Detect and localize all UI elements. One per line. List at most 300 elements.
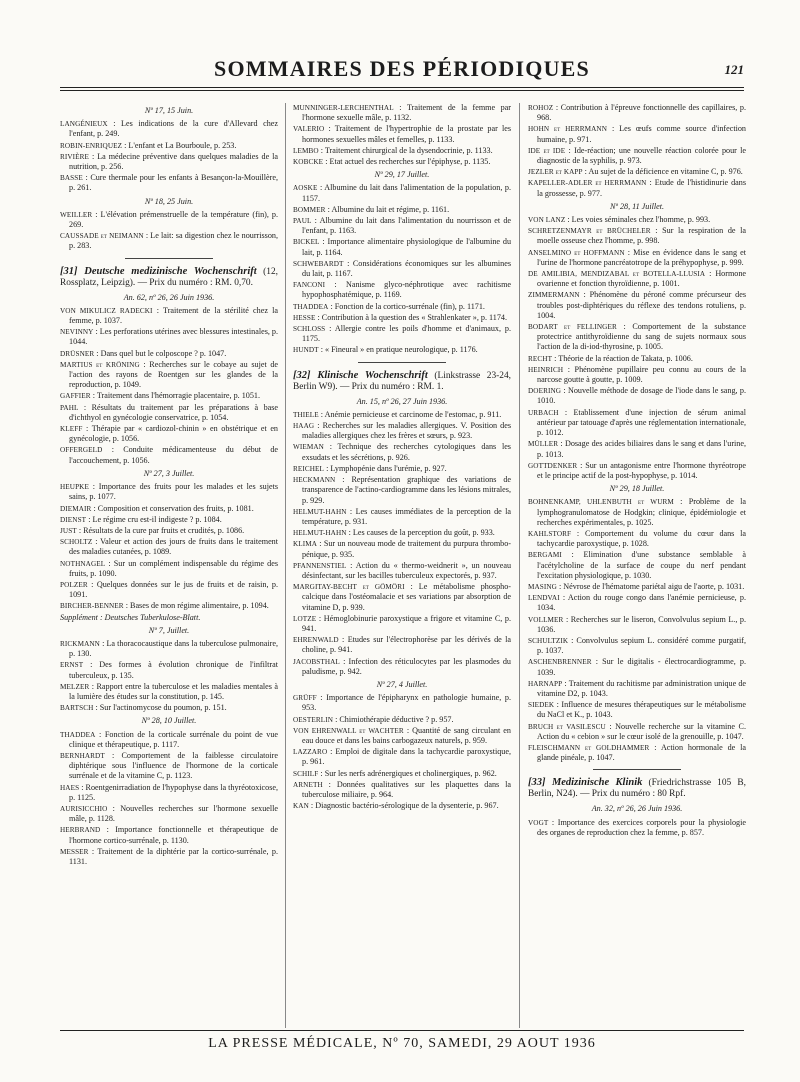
article-entry: LAZZARO : Emploi de digitale dans la tachycardie paroxystique, p. 961.: [293, 747, 511, 767]
article-entry: WEILLER : L'élévation prémenstruelle de la température (fin), p. 269.: [60, 209, 278, 230]
page-header: [60, 56, 744, 86]
article-title: Allergie contre les poils d'homme et d'animaux, p. 1175.: [302, 324, 511, 344]
header-rule-thin: [60, 90, 744, 91]
article-title: Comportement de la substance protectrice antithyroïdienne du sang de sujets normaux sous l'action de la di-iod-thyrosine, p. 1005.: [537, 322, 746, 352]
article-title: Traitement de la femme par l'hormone sexuelle mâle, p. 1132.: [302, 103, 511, 123]
article-entry: HERBRAND : Importance fonctionnelle et thérapeutique de l'hormone cortico-surrénale, p. 1130.: [60, 825, 278, 845]
supplement-heading: Supplément : Deutsches Tuberkulose-Blatt.: [60, 612, 201, 622]
article-author: URBACH: [528, 408, 559, 417]
article-title: Comportement de la faiblesse circulatoire diphtérique sous l'influence de l'hormone de la corticale surrénale et de la vitamine C, p. 1123.: [69, 750, 278, 781]
article-author: VON MIKULICZ RADECKI: [60, 306, 153, 315]
article-title: L'élévation prémenstruelle de la température (fin), p. 269.: [69, 209, 278, 230]
article-author: SIEDEK: [528, 701, 555, 710]
article-title: Action hormonale de la glande pinéale, p. 1047.: [537, 742, 746, 763]
article-author: BERNHARDT: [60, 751, 105, 760]
article-author: SCHWEBARDT: [293, 259, 344, 268]
article-author: WIEMAN: [293, 443, 324, 452]
article-entry: CAUSSADE et NEIMANN : Le lait: sa digestion chez le nourrisson, p. 283.: [60, 231, 278, 251]
article-author: MESSER: [60, 847, 89, 856]
article-title: Traitement chirurgical de la dysendocrinie, p. 1133.: [324, 145, 493, 155]
article-title: Fonction de la corticale surrénale du point de vue clinique et thérapeutique, p. 1117.: [69, 729, 278, 749]
article-entry: VON MIKULICZ RADECKI : Traitement de la stérilité chez la femme, p. 1037.: [60, 305, 278, 326]
article-title: Rapport entre la tuberculose et les maladies mentales à la lumière des études sur la constitution, p. 145.: [69, 681, 278, 701]
article-entry: OESTERLIN : Chimiothérapie déductive ? p. 957.: [293, 714, 454, 724]
issue-heading: Nº 27, 4 Juillet.: [376, 679, 428, 689]
journal-info: (Friedrichstrasse 105 B, Berlin, N24). — Prix du numéro : 80 Rpf.: [528, 778, 746, 800]
article-title: Nouvelles recherches sur l'hormone sexuelle mâle, p. 1128.: [69, 803, 278, 824]
article-author: KLIMA: [293, 540, 318, 549]
article-author: OESTERLIN: [293, 715, 334, 724]
article-author: THIELE: [293, 410, 319, 419]
article-author: KAHLSTORF: [528, 529, 572, 538]
article-author: NEVINNY: [60, 328, 94, 337]
article-entry: ASCHENBRENNER : Sur le digitalis - électrocardiogramme, p. 1039.: [528, 657, 746, 677]
article-entry: REICHEL : Lymphopénie dans l'urémie, p. 927.: [293, 463, 447, 473]
article-author: DE AMILIBIA, MENDIZABAL et BOTELLA-LLUSIA: [528, 270, 706, 279]
article-title: Sur l'actinomycose du poumon, p. 151.: [99, 703, 227, 713]
article-author: REICHEL: [293, 464, 325, 473]
article-author: JEZLER et KAPP: [528, 168, 583, 177]
article-title: Le lait: sa digestion chez le nourrisson, p. 283.: [69, 231, 278, 251]
article-entry: MARGITAY-BECHT et GÖMÖRI : Le métabolisme phospho-calcique dans l'ostéomalacie et ses variations par absorption de vitamine D, p. 939.: [293, 582, 511, 612]
article-author: BERGAMI: [528, 551, 562, 560]
article-title: Dosage des acides biliaires dans le sang et dans l'urine, p. 1013.: [537, 439, 746, 459]
article-title: Anémie pernicieuse et carcinome de l'estomac, p. 911.: [324, 409, 502, 419]
column-1: [60, 103, 278, 1029]
issue-heading: Nº 27, 3 Juillet.: [143, 468, 195, 478]
article-author: PFANNENSTIEL: [293, 561, 347, 570]
article-author: HAAG: [293, 422, 315, 431]
article-title: Considérations économiques sur les albumines du lait, p. 1167.: [302, 258, 511, 279]
article-title: Elimination d'une substance semblable à l'acétylcholine de la surface de coupe du nerf pendant l'excitation physiologique, p. 1030.: [537, 550, 746, 580]
article-author: ERNST: [60, 661, 84, 670]
article-entry: MÜLLER : Dosage des acides biliaires dans le sang et dans l'urine, p. 1013.: [528, 439, 746, 459]
article-entry: ZIMMERMANN : Phénomène du péroné comme précurseur des troubles post-diphtériques du réflexe des tendons rotuliens, p. 1004.: [528, 290, 746, 320]
article-entry: PAHL : Résultats du traitement par les préparations à base d'ichthyol en gynécologie conservatrice, p. 1054.: [60, 402, 278, 422]
article-author: ZIMMERMANN: [528, 291, 580, 300]
article-title: Albumine du lait dans l'alimentation du nourrisson et de l'enfant, p. 1163.: [302, 216, 511, 236]
article-entry: NOTHNAGEL : Sur un complément indispensable du régime des fruits, p. 1090.: [60, 558, 278, 578]
article-author: MARGITAY-BECHT et GÖMÖRI: [293, 583, 405, 592]
issue-heading: Nº 28, 10 Juillet.: [141, 716, 197, 726]
article-entry: VON EHRENWALL et WACHTER : Quantité de sang circulant en eau douce et dans les bains carbogazeux naturels, p. 959.: [293, 725, 511, 745]
article-entry: PAUL : Albumine du lait dans l'alimentation du nourrisson et de l'enfant, p. 1163.: [293, 216, 511, 236]
article-entry: HEINRICH : Phénomène pupillaire peu connu au cours de la narcose goutte à goutte, p. 1009.: [528, 364, 746, 385]
article-author: HOHN et HERRMANN: [528, 125, 608, 134]
article-author: HEUPKE: [60, 483, 89, 492]
article-author: SCHULTZIK: [528, 636, 569, 645]
article-entry: IDE et IDE : Ide-réaction; une nouvelle réaction colorée pour le diagnostic de la syphilis, p. 973.: [528, 145, 746, 166]
article-entry: GRÜFF : Importance de l'épipharynx en pathologie humaine, p. 953.: [293, 693, 511, 713]
article-author: KLEFF: [60, 425, 83, 434]
article-entry: LEMBO : Traitement chirurgical de la dysendocrinie, p. 1133.: [293, 145, 493, 155]
article-author: NOTHNAGEL: [60, 559, 106, 568]
article-entry: GOTTDENKER : Sur un antagonisme entre l'hormone thyréotrope et le principe actif de la post-hypophyse, p. 1014.: [528, 460, 746, 480]
article-entry: SIEDEK : Influence de mesures thérapeutiques sur le métabolisme du NaCl et K., p. 1043.: [528, 700, 746, 720]
article-author: KAPELLER-ADLER et HERRMANN: [528, 179, 647, 188]
article-author: GAFFIER: [60, 392, 91, 401]
article-title: Quelques données sur le jus de fruits et de raisin, p. 1091.: [69, 579, 278, 600]
issue-heading: Nº 17, 15 Juin.: [144, 106, 194, 115]
article-entry: LENDVAI : Action du rouge congo dans l'anémie pernicieuse, p. 1034.: [528, 593, 746, 613]
article-author: VALERIO: [293, 125, 325, 134]
journal-name: Medizinische Klinik: [551, 777, 643, 789]
article-author: OFFERGELD: [60, 446, 103, 455]
article-entry: KLEFF : Thérapie par « cardiozol-chinin » en obstétrique et en gynécologie, p. 1056.: [60, 424, 278, 444]
article-title: L'enfant et La Bourboule, p. 253.: [128, 140, 237, 150]
article-title: Des formes à évolution chronique de l'infiltrat tuberculeux, p. 135.: [69, 660, 278, 680]
article-author: HELMUT-HAHN: [293, 507, 347, 516]
article-author: WEILLER: [60, 210, 93, 219]
article-title: Traitement de la stérilité chez la femme, p. 1037.: [69, 305, 278, 326]
article-author: HARNAPP: [528, 679, 563, 688]
article-title: Hormone ovarienne et fonction thyroïdienne, p. 1001.: [537, 269, 746, 289]
column-2: [293, 103, 511, 1029]
article-entry: KOBCKE : Etat actuel des recherches sur l'épiphyse, p. 1135.: [293, 157, 491, 167]
article-title: Sur un antagonisme entre l'hormone thyréotrope et le principe actif de la post-hypophyse, p. 1014.: [537, 460, 746, 480]
article-entry: MELZER : Rapport entre la tuberculose et les maladies mentales à la lumière des études sur la constitution, p. 145.: [60, 681, 278, 701]
article-title: Convolvulus sepium L. considéré comme purgatif, p. 1037.: [537, 635, 746, 656]
journal-number: [33]: [528, 777, 546, 789]
article-title: Problème de la lymphogranulomatose de Hodgkin; clinique, épidémiologie et recherches expérimentales, p. 1025.: [537, 497, 746, 527]
article-entry: HELMUT-HAHN : Les causes immédiates de la perception de la température, p. 931.: [293, 506, 511, 526]
article-author: LANGÉNIEUX: [60, 120, 108, 129]
article-entry: ARNETH : Données qualitatives sur les plaquettes dans la tuberculose miliaire, p. 964.: [293, 779, 511, 799]
article-entry: GAFFIER : Traitement dans l'hémorragie placentaire, p. 1051.: [60, 391, 261, 401]
article-author: SCHOLTZ: [60, 538, 93, 547]
article-title: Diagnostic bactério-sérologique de la dysenterie, p. 967.: [315, 801, 499, 811]
article-author: PAUL: [293, 217, 312, 226]
article-entry: DRÜSNER : Dans quel but le colposcope ? p. 1047.: [60, 348, 227, 358]
journal-info: (12, Rossplatz, Leipzig). — Prix du numéro : RM. 0,70.: [60, 266, 278, 288]
article-entry: BERNHARDT : Comportement de la faiblesse circulatoire diphtérique sous l'influence de l'hormone de la corticale surrénale et de la vitamine C, p. 1123.: [60, 750, 278, 781]
article-author: BIRCHER-BENNER: [60, 602, 124, 611]
article-entry: VALERIO : Traitement de l'hypertrophie de la prostate par les hormones sexuelles mâles et femelles, p. 1133.: [293, 124, 511, 144]
article-author: BARTSCH: [60, 704, 94, 713]
article-entry: KAPELLER-ADLER et HERRMANN : Etude de l'histidinurie dans la grossesse, p. 977.: [528, 178, 746, 198]
article-author: SCHILF: [293, 769, 319, 778]
article-entry: POLZER : Quelques données sur le jus de fruits et de raisin, p. 1091.: [60, 579, 278, 600]
article-title: Traitement de l'hypertrophie de la prostate par les hormones sexuelles mâles et femelles, p. 1133.: [302, 124, 511, 144]
article-entry: ANSELMINO et HOFFMANN : Mise en évidence dans le sang et l'urine de l'hormone pancréatotrope de la préhypophyse, p. 999.: [528, 247, 746, 267]
journal-heading: [293, 370, 511, 393]
article-entry: JEZLER et KAPP : Au sujet de la déficience en vitamine C, p. 976.: [528, 167, 743, 177]
article-title: Lymphopénie dans l'urémie, p. 927.: [330, 463, 447, 473]
journal-info: (Linkstrasse 23-24, Berlin W9). — Prix du numéro : RM. 1.: [293, 370, 511, 392]
article-entry: HUNDT : « Fineural » en pratique neurologique, p. 1176.: [293, 345, 478, 355]
issue-heading: An. 15, nº 26, 27 Juin 1936.: [356, 396, 448, 406]
article-entry: HECKMANN : Représentation graphique des variations de transparence de l'actino-cardiogramme dans les lésions mitrales, p. 929.: [293, 475, 511, 505]
article-title: Chimiothérapie déductive ? p. 957.: [339, 714, 454, 724]
article-entry: FLEISCHMANN et GOLDHAMMER : Action hormonale de la glande pinéale, p. 1047.: [528, 742, 746, 763]
article-author: LOTZE: [293, 614, 317, 623]
article-title: Recherches sur le cobaye au sujet de l'action des rayons de Roentgen sur les glandes de la reproduction, p. 1049.: [69, 359, 278, 390]
article-author: VON LANZ: [528, 216, 566, 225]
article-entry: DIEMAIR : Composition et conservation des fruits, p. 1081.: [60, 503, 254, 513]
article-title: Etudes sur l'électrophorèse par les dérivés de la choline, p. 941.: [302, 635, 511, 655]
article-author: VOGT: [528, 818, 549, 827]
article-title: Roentgenirradiation de l'hypophyse dans la thyréotoxicose, p. 1125.: [69, 782, 278, 802]
issue-heading: An. 62, nº 26, 26 Juin 1936.: [123, 292, 215, 302]
article-entry: JACOBSTHAL : Infection des réticulocytes par les plasmodes du paludisme, p. 942.: [293, 656, 511, 676]
article-author: ASCHENBRENNER: [528, 658, 592, 667]
article-entry: MARTIUS et KRÖNING : Recherches sur le cobaye au sujet de l'action des rayons de Roentgen sur les glandes de la reproduction, p. 1049.: [60, 359, 278, 390]
article-author: HECKMANN: [293, 476, 336, 485]
article-author: FLEISCHMANN et GOLDHAMMER: [528, 743, 650, 752]
article-title: Composition et conservation des fruits, p. 1081.: [97, 503, 254, 513]
article-author: LEMBO: [293, 146, 319, 155]
article-entry: LOTZE : Hémoglobinurie paroxystique a frigore et vitamine C, p. 941.: [293, 613, 511, 633]
article-author: FANCONI: [293, 281, 326, 290]
article-entry: KLIMA : Sur un nouveau mode de traitement du purpura thrombo-pénique, p. 935.: [293, 539, 511, 559]
article-author: THADDEA: [293, 302, 329, 311]
article-author: MÜLLER: [528, 440, 559, 449]
section-divider: [125, 258, 212, 259]
article-title: Sur un nouveau mode de traitement du purpura thrombo-pénique, p. 935.: [302, 539, 511, 559]
article-author: DRÜSNER: [60, 349, 95, 358]
article-author: SCHLOSS: [293, 325, 326, 334]
article-author: IDE et IDE: [528, 146, 566, 155]
article-author: GOTTDENKER: [528, 461, 578, 470]
article-author: HELMUT-HAHN: [293, 529, 347, 538]
article-author: LAZZARO: [293, 748, 328, 757]
article-entry: DE AMILIBIA, MENDIZABAL et BOTELLA-LLUSIA : Hormone ovarienne et fonction thyroïdienne, p. 1001.: [528, 269, 746, 289]
article-entry: SCHLOSS : Allergie contre les poils d'homme et d'animaux, p. 1175.: [293, 324, 511, 344]
article-title: Contribution à l'épreuve fonctionnelle des capillaires, p. 968.: [537, 103, 746, 123]
article-author: BRUCH et VASILESCU: [528, 722, 606, 731]
article-author: EHRENWALD: [293, 636, 339, 645]
column-divider: [519, 103, 520, 1028]
article-title: Ide-réaction; une nouvelle réaction colorée pour le diagnostic de la syphilis, p. 973.: [537, 145, 746, 166]
article-title: Comportement du volume du cœur dans la tachycardie paroxystique, p. 1028.: [537, 528, 746, 549]
article-entry: SCHRETZENMAYR et BRÜCHELER : Sur la respiration de la moelle osseuse chez l'homme, p. 998.: [528, 226, 746, 246]
article-title: Phénomène du péroné comme précurseur des troubles post-diphtériques du réflexe des tendons rotuliens, p. 1004.: [537, 290, 746, 320]
article-title: Valeur et action des jours de fruits dans le traitement des maladies cutanées, p. 1089.: [69, 537, 278, 557]
issue-heading: An. 32, nº 26, 26 Juin 1936.: [591, 804, 683, 814]
header-rule: [60, 87, 744, 88]
article-title: Recherches sur les maladies allergiques. V. Position des maladies allergiques chez les frères et sœurs, p. 923.: [302, 421, 511, 441]
article-entry: RIVIÈRE : La médecine préventive dans quelques maladies de la nutrition, p. 256.: [60, 151, 278, 172]
article-title: Contribution à la question des « Strahlenkater », p. 1174.: [321, 312, 507, 322]
article-title: Traitement dans l'hémorragie placentaire, p. 1051.: [96, 391, 261, 401]
article-title: Sur un complément indispensable du régime des fruits, p. 1090.: [69, 558, 278, 578]
article-entry: KAHLSTORF : Comportement du volume du cœur dans la tachycardie paroxystique, p. 1028.: [528, 528, 746, 549]
footer-rule: [60, 1030, 744, 1031]
article-author: HERBRAND: [60, 826, 101, 835]
article-author: PAHL: [60, 403, 79, 412]
article-entry: AOSKE : Albumine du lait dans l'alimentation de la population, p. 1157.: [293, 183, 511, 203]
article-title: Etude de l'histidinurie dans la grossesse, p. 977.: [537, 178, 746, 198]
article-entry: SCHWEBARDT : Considérations économiques sur les albumines du lait, p. 1167.: [293, 258, 511, 279]
article-author: RIVIÈRE: [60, 152, 90, 161]
article-entry: HOHN et HERRMANN : Les œufs comme source d'infection humaine, p. 971.: [528, 124, 746, 144]
article-author: BOHNENKAMP, UHLENBUTH et WURM: [528, 498, 674, 507]
article-author: HEINRICH: [528, 365, 564, 374]
issue-heading: Nº 29, 18 Juillet.: [609, 484, 665, 494]
article-entry: DIENST : Le régime cru est-il indigeste ? p. 1084.: [60, 514, 222, 524]
article-author: BOMMER: [293, 205, 326, 214]
article-author: VON EHRENWALL et WACHTER: [293, 726, 404, 735]
article-author: KOBCKE: [293, 158, 324, 167]
article-title: « Fineural » en pratique neurologique, p. 1176.: [324, 345, 478, 355]
article-title: Action du rouge congo dans l'anémie pernicieuse, p. 1034.: [537, 593, 746, 613]
article-entry: VON LANZ : Les voies séminales chez l'homme, p. 993.: [528, 215, 711, 225]
article-author: BICKEL: [293, 238, 320, 247]
article-author: ROBIN-ENRIQUEZ: [60, 141, 123, 150]
article-title: Albumine du lait dans l'alimentation de la population, p. 1157.: [302, 183, 511, 203]
article-entry: KAN : Diagnostic bactério-sérologique de la dysenterie, p. 967.: [293, 801, 499, 811]
article-author: BODART et FELLINGER: [528, 323, 617, 332]
article-title: Importance alimentaire physiologique de l'albumine du lait, p. 1164.: [302, 237, 511, 257]
article-author: RICKMANN: [60, 639, 100, 648]
article-title: Théorie de la réaction de Takata, p. 1006.: [558, 353, 693, 363]
article-title: Dans quel but le colposcope ? p. 1047.: [100, 348, 227, 358]
article-author: HAES: [60, 783, 80, 792]
journal-number: [31]: [60, 265, 78, 277]
article-title: Données qualitatives sur les plaquettes dans la tuberculose miliaire, p. 964.: [302, 779, 511, 799]
article-title: Action du « thermo-weidnerit », un nouveau désinfectant, sur les bacilles tuberculeux expectorés, p. 937.: [302, 560, 511, 580]
article-title: Nouvelle méthode de dosage de l'iode dans le sang, p. 1010.: [537, 386, 746, 406]
article-entry: HAES : Roentgenirradiation de l'hypophyse dans la thyréotoxicose, p. 1125.: [60, 782, 278, 802]
article-title: Hémoglobinurie paroxystique a frigore et vitamine C, p. 941.: [302, 613, 511, 633]
article-title: Sur le digitalis - électrocardiogramme, p. 1039.: [537, 657, 746, 677]
article-entry: MESSER : Traitement de la diphtérie par la cortico-surrénale, p. 1131.: [60, 846, 278, 866]
article-entry: SCHOLTZ : Valeur et action des jours de fruits dans le traitement des maladies cutanées, p. 1089.: [60, 537, 278, 557]
article-author: HUNDT: [293, 346, 319, 355]
article-entry: RECHT : Théorie de la réaction de Takata, p. 1006.: [528, 353, 693, 363]
article-title: Infection des réticulocytes par les plasmodes du paludisme, p. 942.: [302, 656, 511, 676]
journal-number: [32]: [293, 369, 311, 381]
article-title: Représentation graphique des variations de transparence de l'actino-cardiogramme dans les lésions mitrales, p. 929.: [302, 475, 511, 505]
article-entry: BRUCH et VASILESCU : Nouvelle recherche sur la vitamine C. Action du « cebion » sur le cœur isolé de la grenouille, p. 1047.: [528, 721, 746, 741]
article-title: Les perforations utérines avec blessures intestinales, p. 1044.: [69, 327, 278, 347]
article-entry: OFFERGELD : Conduite médicamenteuse du début de l'accouchement, p. 1056.: [60, 445, 278, 465]
article-title: Au sujet de la déficience en vitamine C, p. 976.: [588, 167, 743, 177]
article-title: Les indications de la cure d'Allevard chez l'enfant, p. 249.: [69, 119, 278, 139]
article-entry: THADDEA : Fonction de la corticale surrénale du point de vue clinique et thérapeutique, p. 1117.: [60, 729, 278, 749]
article-title: Les causes de la perception du goût, p. 933.: [352, 528, 495, 538]
article-entry: SCHULTZIK : Convolvulus sepium L. considéré comme purgatif, p. 1037.: [528, 635, 746, 656]
page-number: 121: [724, 62, 744, 77]
article-entry: MUNNINGER-LERCHENTHAL : Traitement de la femme par l'hormone sexuelle mâle, p. 1132.: [293, 103, 511, 123]
page-footer: LA PRESSE MÉDICALE, Nº 70, SAMEDI, 29 AOUT 1936: [208, 1036, 596, 1051]
article-title: La thoracocaustique dans la tuberculose pulmonaire, p. 130.: [69, 638, 278, 659]
article-author: KAN: [293, 802, 309, 811]
article-title: Importance de l'épipharynx en pathologie humaine, p. 953.: [302, 693, 511, 713]
article-author: VOLLMER: [528, 615, 564, 624]
article-entry: PFANNENSTIEL : Action du « thermo-weidnerit », un nouveau désinfectant, sur les bacilles tuberculeux expectorés, p. 937.: [293, 560, 511, 580]
article-entry: HEUPKE : Importance des fruits pour les malades et les sujets sains, p. 1077.: [60, 482, 278, 502]
article-title: Résultats de la cure par fruits et crudités, p. 1086.: [83, 525, 245, 535]
article-entry: HESSE : Contribution à la question des « Strahlenkater », p. 1174.: [293, 312, 507, 322]
article-title: Sur la respiration de la moelle osseuse chez l'homme, p. 998.: [537, 226, 746, 246]
article-title: Fonction de la cortico-surrénale (fin), p. 1171.: [334, 301, 485, 311]
article-entry: SCHILF : Sur les nerfs adrénergiques et cholinergiques, p. 962.: [293, 768, 497, 778]
article-entry: FANCONI : Nanisme glyco-néphrotique avec rachitisme hypophosphatémique, p. 1169.: [293, 280, 511, 300]
column-divider: [285, 103, 286, 1028]
issue-heading: Nº 7, Juillet.: [148, 625, 190, 635]
article-author: JACOBSTHAL: [293, 657, 340, 666]
article-entry: BOHNENKAMP, UHLENBUTH et WURM : Problème de la lymphogranulomatose de Hodgkin; clinique, épidémiologie et recherches expérimentales, p. 1025.: [528, 497, 746, 527]
article-author: ARNETH: [293, 780, 323, 789]
article-title: Etat actuel des recherches sur l'épiphyse, p. 1135.: [329, 157, 491, 167]
article-title: Traitement du rachitisme par administration unique de vitamine D2, p. 1043.: [537, 678, 746, 698]
article-entry: THADDEA : Fonction de la cortico-surrénale (fin), p. 1171.: [293, 301, 485, 311]
issue-heading: Nº 18, 25 Juin.: [144, 196, 194, 206]
article-entry: BOMMER : Albumine du lait et régime, p. 1161.: [293, 204, 450, 214]
article-title: Importance fonctionnelle et thérapeutique de l'hormone cortico-surrénale, p. 1130.: [69, 825, 278, 845]
article-entry: LANGÉNIEUX : Les indications de la cure d'Allevard chez l'enfant, p. 249.: [60, 119, 278, 139]
article-entry: THIELE : Anémie pernicieuse et carcinome de l'estomac, p. 911.: [293, 409, 502, 419]
article-author: ANSELMINO et HOFFMANN: [528, 248, 625, 257]
section-divider: [593, 769, 680, 770]
article-entry: HELMUT-HAHN : Les causes de la perception du goût, p. 933.: [293, 528, 495, 538]
article-author: RECHT: [528, 354, 553, 363]
article-author: POLZER: [60, 580, 88, 589]
article-title: Traitement de la diphtérie par la cortico-surrénale, p. 1131.: [69, 846, 278, 866]
article-author: MUNNINGER-LERCHENTHAL: [293, 104, 394, 112]
article-title: Thérapie par « cardiozol-chinin » en obstétrique et en gynécologie, p. 1056.: [69, 424, 278, 444]
page-title: SOMMAIRES DES PÉRIODIQUES: [214, 56, 590, 81]
article-entry: BASSE : Cure thermale pour les enfants à Besançon-la-Mouillère, p. 261.: [60, 173, 278, 193]
article-entry: VOLLMER : Recherches sur le liseron, Convolvulus sepium L., p. 1036.: [528, 614, 746, 634]
journal-name: Deutsche medizinische Wochenschrift: [84, 265, 257, 277]
article-title: La médecine préventive dans quelques maladies de la nutrition, p. 256.: [69, 151, 278, 172]
article-author: HESSE: [293, 313, 316, 322]
article-entry: WIEMAN : Technique des recherches cytologiques dans les exsudats et les sécrétions, p. 926.: [293, 442, 511, 462]
article-author: SCHRETZENMAYR et BRÜCHELER: [528, 227, 651, 236]
article-entry: BODART et FELLINGER : Comportement de la substance protectrice antithyroïdienne du sang de sujets normaux sous l'action de la di-iod-thyrosine, p. 1005.: [528, 322, 746, 352]
article-title: Phénomène pupillaire peu connu au cours de la narcose goutte à goutte, p. 1009.: [537, 364, 746, 385]
article-title: Importance des fruits pour les malades et les sujets sains, p. 1077.: [69, 482, 278, 502]
article-author: MARTIUS et KRÖNING: [60, 360, 140, 369]
article-entry: MASING : Névrose de l'hématome pariétal aigu de l'aorte, p. 1031.: [528, 581, 745, 591]
journal-heading: [528, 777, 746, 800]
article-entry: VOGT : Importance des exercices corporels pour la physiologie des organes de reproduction chez la femme, p. 857.: [528, 817, 746, 837]
article-title: Albumine du lait et régime, p. 1161.: [331, 204, 450, 214]
article-entry: NEVINNY : Les perforations utérines avec blessures intestinales, p. 1044.: [60, 327, 278, 347]
article-title: Influence de mesures thérapeutiques sur le métabolisme du NaCl et K., p. 1043.: [537, 700, 746, 720]
article-entry: ROHOZ : Contribution à l'épreuve fonctionnelle des capillaires, p. 968.: [528, 103, 746, 123]
article-title: Technique des recherches cytologiques dans les exsudats et les sécrétions, p. 926.: [302, 442, 511, 462]
journal-heading: [60, 266, 278, 289]
article-author: MELZER: [60, 682, 90, 691]
article-entry: EHRENWALD : Etudes sur l'électrophorèse par les dérivés de la choline, p. 941.: [293, 635, 511, 655]
journal-name: Klinische Wochenschrift: [317, 369, 428, 381]
article-author: BASSE: [60, 174, 83, 183]
article-author: DIENST: [60, 515, 87, 524]
article-author: AURISICCHIO: [60, 804, 108, 813]
article-title: Les causes immédiates de la perception de la température, p. 931.: [302, 506, 511, 526]
article-entry: BIRCHER-BENNER : Bases de mon régime alimentaire, p. 1094.: [60, 601, 269, 611]
article-title: Emploi de digitale dans la tachycardie paroxystique, p. 961.: [302, 747, 511, 767]
article-entry: BERGAMI : Elimination d'une substance semblable à l'acétylcholine de la surface de coupe du nerf pendant l'excitation physiologique, p. 1030.: [528, 550, 746, 580]
article-entry: URBACH : Etablissement d'une injection de sérum animal antérieur par tatouage d'après une réglementation internationale, p. 1012.: [528, 407, 746, 438]
issue-heading: Nº 29, 17 Juillet.: [374, 170, 430, 180]
article-title: Le régime cru est-il indigeste ? p. 1084.: [92, 514, 222, 524]
article-author: CAUSSADE et NEIMANN: [60, 232, 144, 241]
article-author: DOERING: [528, 387, 562, 396]
article-title: Nouvelle recherche sur la vitamine C. Action du « cebion » sur le cœur isolé de la grenouille, p. 1047.: [537, 721, 746, 741]
column-3: [528, 103, 746, 1029]
article-title: Importance des exercices corporels pour la physiologie des organes de reproduction chez la femme, p. 857.: [537, 817, 746, 837]
article-entry: AURISICCHIO : Nouvelles recherches sur l'hormone sexuelle mâle, p. 1128.: [60, 803, 278, 824]
article-title: Névrose de l'hématome pariétal aigu de l'aorte, p. 1031.: [563, 581, 745, 591]
article-entry: ERNST : Des formes à évolution chronique de l'infiltrat tuberculeux, p. 135.: [60, 660, 278, 680]
article-entry: RICKMANN : La thoracocaustique dans la tuberculose pulmonaire, p. 130.: [60, 638, 278, 659]
article-title: Etablissement d'une injection de sérum animal antérieur par tatouage d'après une réglementation internationale, p. 1012.: [537, 407, 746, 438]
article-title: Le métabolisme phospho-calcique dans l'ostéomalacie et ses variations par absorption de vitamine D, p. 939.: [302, 582, 511, 612]
